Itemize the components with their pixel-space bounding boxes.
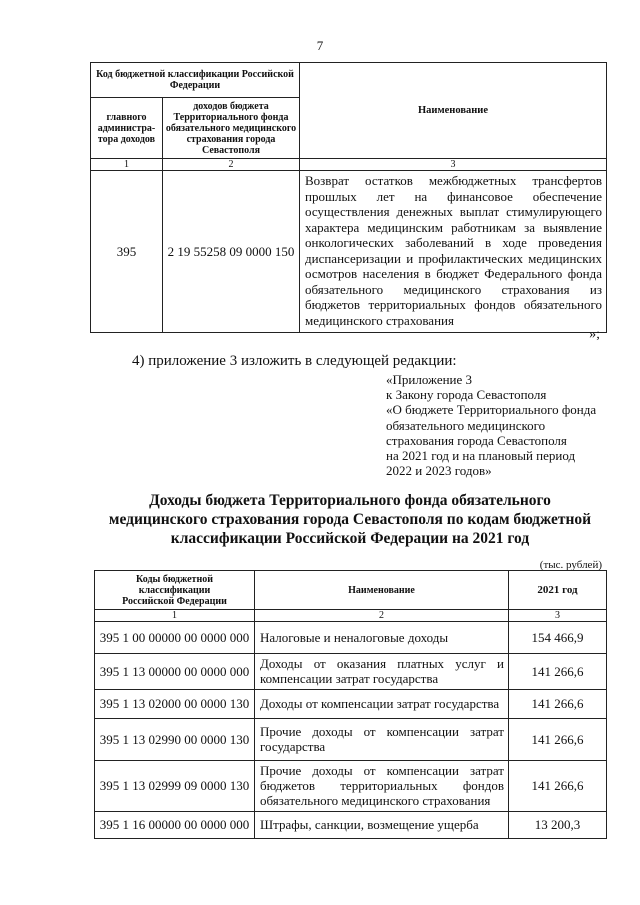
table-row	[95, 654, 607, 690]
header-budget-code-group: Код бюджетной классификации Российской Федерации	[91, 63, 300, 98]
name-cell: Доходы от оказания платных услуг и компенсации затрат государства	[255, 654, 509, 690]
table-row	[91, 171, 607, 333]
income-table	[94, 570, 607, 839]
name-cell: Штрафы, санкции, возмещение ущерба	[255, 812, 509, 839]
header-year: 2021 год	[509, 571, 607, 610]
closing-mark: »;	[589, 327, 600, 342]
column-number: 1	[95, 610, 255, 622]
header-chief-administrator: главного администра-тора доходов	[91, 98, 163, 159]
header-name: Наименование	[300, 63, 607, 159]
amount-cell: 141 266,6	[509, 654, 607, 690]
column-number: 1	[91, 159, 163, 171]
paragraph-4: 4) приложение 3 изложить в следующей редакции:	[132, 353, 457, 369]
name-cell: Прочие доходы от компенсации затрат государства	[255, 719, 509, 761]
title-line: Доходы бюджета Территориального фонда обязательного	[149, 492, 551, 509]
code-cell: 395 1 00 00000 00 0000 000	[95, 622, 255, 654]
section-title	[100, 491, 600, 548]
column-number: 3	[509, 610, 607, 622]
name-cell: Доходы от компенсации затрат государства	[255, 690, 509, 719]
appendix-line: «О бюджете Территориального фонда	[386, 402, 597, 418]
code-cell: 395 1 13 02999 09 0000 130	[95, 761, 255, 812]
table-row	[95, 622, 607, 654]
code-cell: 395 1 13 00000 00 0000 000	[95, 654, 255, 690]
table-row	[95, 761, 607, 812]
title-line: классификации Российской Федерации на 2021 год	[170, 530, 530, 547]
header-name: Наименование	[255, 571, 509, 610]
column-number: 2	[163, 159, 300, 171]
admin-code-cell: 395	[91, 171, 163, 333]
name-cell: Прочие доходы от компенсации затрат бюджетов территориальных фондов обязательного медицинского страхования	[255, 761, 509, 812]
appendix-line: 2022 и 2023 годов»	[386, 463, 492, 479]
amount-cell: 141 266,6	[509, 690, 607, 719]
page-number: 7	[316, 38, 324, 53]
amount-cell: 141 266,6	[509, 761, 607, 812]
appendix-line: на 2021 год и на плановый период	[386, 448, 576, 464]
appendix-line: страхования города Севастополя	[386, 432, 567, 448]
column-number: 2	[255, 610, 509, 622]
budget-classification-table	[90, 62, 607, 333]
name-cell: Налоговые и неналоговые доходы	[255, 622, 509, 654]
table-row	[95, 812, 607, 839]
appendix-header	[386, 372, 616, 478]
code-cell: 395 1 13 02000 00 0000 130	[95, 690, 255, 719]
title-line: медицинского страхования города Севастополя по кодам бюджетной	[108, 511, 592, 528]
table-row	[95, 690, 607, 719]
code-cell: 395 1 16 00000 00 0000 000	[95, 812, 255, 839]
amount-cell: 13 200,3	[509, 812, 607, 839]
amount-cell: 141 266,6	[509, 719, 607, 761]
units-label: (тыс. рублей)	[539, 559, 602, 571]
code-cell: 395 1 13 02990 00 0000 130	[95, 719, 255, 761]
header-fund-income-code: доходов бюджета Территориального фонда обязательного медицинского страхования города Севастополя	[163, 98, 300, 159]
description-cell: Возврат остатков межбюджетных трансфертов прошлых лет на финансовое обеспечение осуществления денежных выплат стимулирующего характера медицинским работникам за выявление онкологических заболеваний в ходе проведения диспансеризации и профилактических медицинских осмотров населения в бюджет Федерального фонда обязательного медицинского страхования из бюджетов территориальных фондов обязательного медицинского страхования	[300, 171, 607, 333]
table-row	[95, 719, 607, 761]
income-code-cell: 2 19 55258 09 0000 150	[163, 171, 300, 333]
amount-cell: 154 466,9	[509, 622, 607, 654]
column-number: 3	[300, 159, 607, 171]
header-budget-codes: Коды бюджетной классификации Российской Федерации	[95, 571, 255, 610]
appendix-line: «Приложение 3	[386, 372, 473, 387]
appendix-line: к Закону города Севастополя	[386, 387, 547, 403]
appendix-line: обязательного медицинского	[386, 417, 546, 433]
